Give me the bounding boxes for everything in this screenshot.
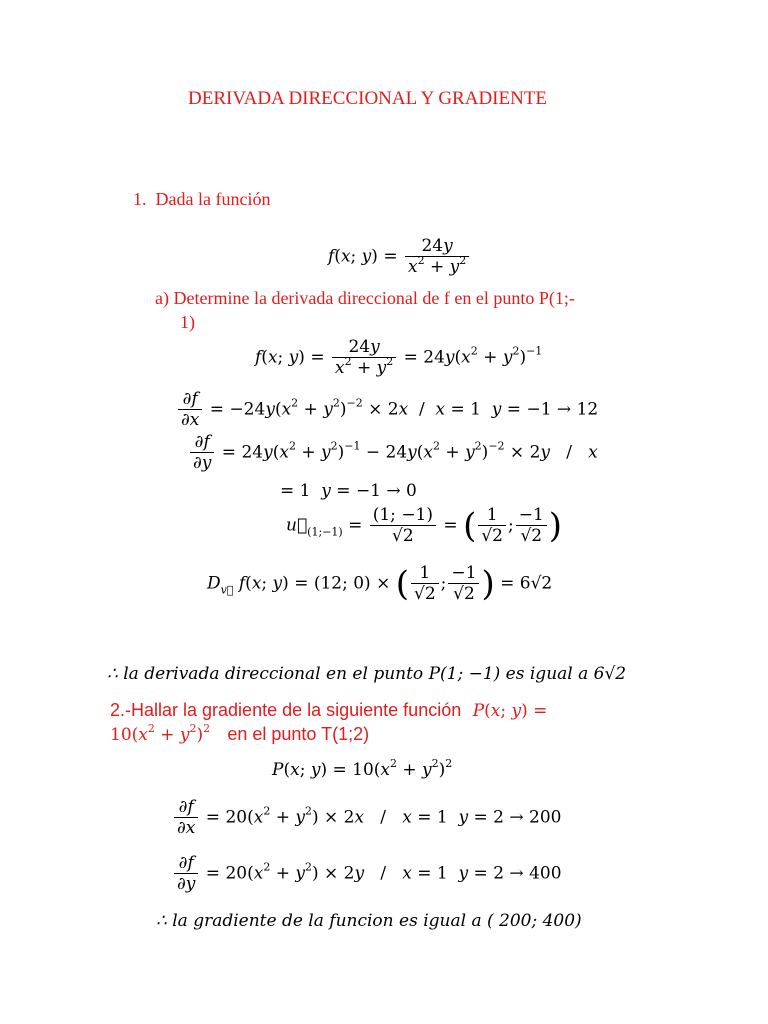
part-a-line1 — [155, 289, 575, 307]
problem-1-number: 1. — [133, 189, 147, 209]
problem-1-text: Dada la función — [155, 189, 271, 209]
directional-derivative-equation: $D_{v⃗}$ f(x; y) = (12; 0) × ( $\frac{1}{√2}$ ; $\frac{-1}{√2}$ ) = 6√2 — [207, 563, 553, 605]
problem-2-statement-line2: $10(x^2 + y^2)^2$ en el punto T(1;2) — [110, 722, 370, 745]
part-a-text: Determine la derivada direccional de f en el punto P(1;- — [173, 288, 575, 308]
part-a-line2: 1) — [180, 312, 195, 332]
gradient-partial-y: $\frac{\partial f}{\partial y}$ = $20(x^2 + y^2) \times 2y / x = 1$ y = 2 → 400 — [172, 853, 562, 895]
part-a-label: a) — [155, 288, 169, 308]
problem-2-statement-line1: 2.-Hallar la gradiente de la siguiente función P(x; y) = — [110, 700, 548, 721]
gradient-partial-x: $\frac{\partial f}{\partial x}$ = $20(x^2 + y^2) \times 2x / x = 1$ y = 2 → 200 — [172, 797, 562, 839]
function-definition: f(x; y) = $\frac{24y}{x^2 + y^2}$ — [328, 236, 471, 278]
partial-x-equation: $\frac{\partial f}{\partial x}$ = $-24y(x^2 + y^2)^{-2} \times 2x / x = 1$ y = −1 → 12 — [176, 389, 598, 431]
conclusion-1: ∴ la derivada direccional en el punto P(1; −1) es igual a 6√2 — [107, 664, 627, 684]
function-p-definition: P(x; $y) = 10(x^2 + y^2)^2$ — [272, 757, 453, 780]
partial-y-equation: $\frac{\partial f}{\partial y}$ = $24y(x^2 + y^2)^{-1} - 24y(x^2 + y^2)^{-2} \times 2y / x$ — [188, 432, 598, 474]
problem-1-statement — [133, 190, 270, 208]
function-rewritten: f(x; y) = $\frac{24y}{x^2 + y^2}$ = $24y(x^2 + y^2)^{-1}$ — [255, 337, 543, 379]
page-title: DERIVADA DIRECCIONAL Y GRADIENTE — [188, 88, 548, 109]
partial-y-result: = 1 y = −1 → 0 — [280, 481, 417, 501]
problem-2-point: en el punto T(1;2) — [227, 724, 370, 744]
unit-vector-equation: $u⃗_{(1;-1)}$ = $\frac{(1; -1)}{√2}$ = ( $\frac{1}{√2}$ ; $\frac{-1}{√2}$ ) — [286, 505, 563, 547]
conclusion-2: ∴ la gradiente de la funcion es igual a ( 200; 400) — [156, 911, 582, 931]
problem-2-text: 2.-Hallar la gradiente de la siguiente función — [110, 700, 462, 720]
